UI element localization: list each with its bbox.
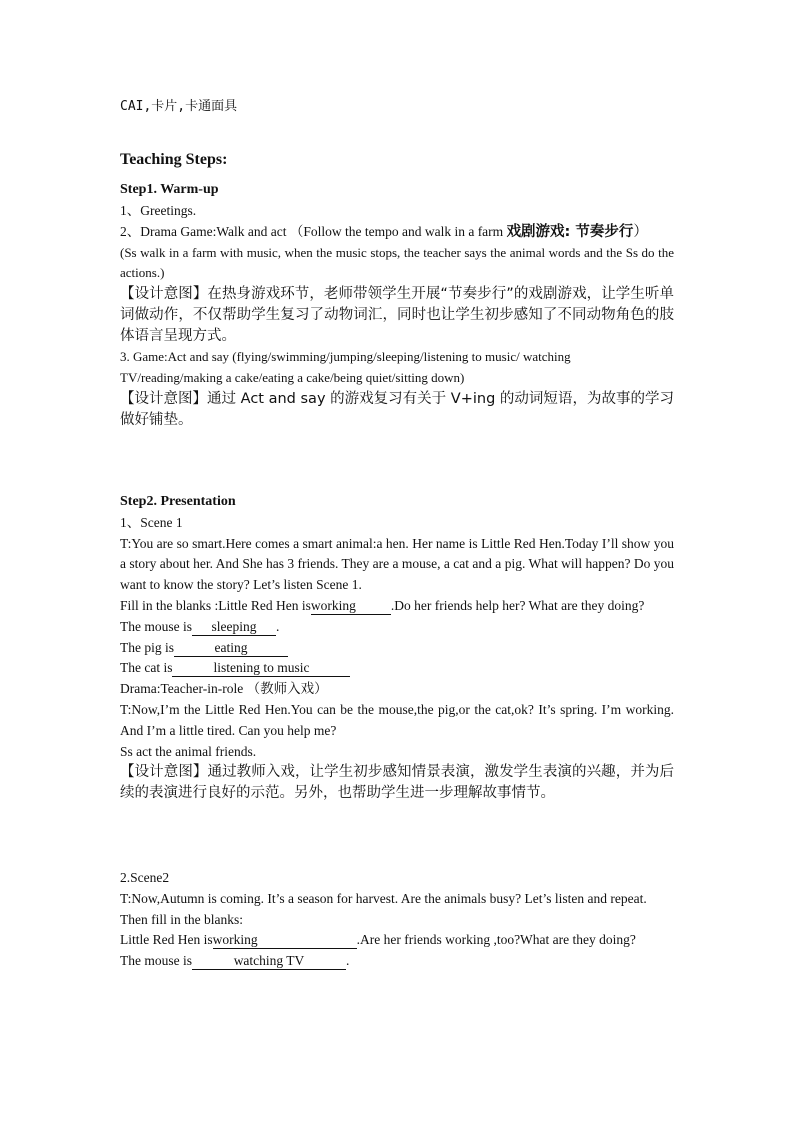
scene2-mouse-line xyxy=(120,951,674,972)
scene1-cat-line xyxy=(120,658,674,679)
teaching-steps-heading: Teaching Steps: xyxy=(120,151,228,168)
fill-prefix: Little Red Hen is xyxy=(120,932,213,948)
step2-section xyxy=(120,492,674,804)
scene1-drama-line: Drama:Teacher-in-role （教师入戏） xyxy=(120,681,328,697)
mouse-suffix: . xyxy=(276,618,280,634)
blank-working: working xyxy=(213,932,357,949)
mouse-prefix: The mouse is xyxy=(120,618,192,634)
blank-watching-tv: watching TV xyxy=(192,953,346,970)
materials-line: CAI,卡片,卡通面具 xyxy=(120,99,238,114)
step1-item-act-and-say: 3. Game:Act and say (flying/swimming/jumping/sleeping/listening to music/ watching TV/reading/making a cake/eating a cake/being quiet/sitting down) xyxy=(120,349,571,385)
drama-game-text: 2、Drama Game:Walk and act （Follow the tempo and walk in a farm xyxy=(120,223,507,239)
scene1-label: 1、Scene 1 xyxy=(120,514,183,530)
pig-prefix: The pig is xyxy=(120,639,174,655)
scene1-fill-line xyxy=(120,596,674,617)
scene2-section xyxy=(120,868,674,972)
fill-suffix: .Do her friends help her? What are they doing? xyxy=(390,597,645,613)
scene1-paragraph: T:You are so smart.Here comes a smart animal:a hen. Her name is Little Red Hen.Today I’ll show you a story about her. And She has 3 friends. They are a mouse, a cat and a pig. What will happen? Do you want to know the story? Let’s listen Scene 1. xyxy=(120,535,674,593)
fill-prefix: Fill in the blanks :Little Red Hen is xyxy=(120,597,311,613)
scene1-pig-line xyxy=(120,638,674,659)
mouse-suffix: . xyxy=(346,953,350,969)
drama-game-chinese: 戏剧游戏: 节奏步行 xyxy=(506,223,634,240)
scene2-fill-line xyxy=(120,930,674,951)
blank-working: working xyxy=(311,598,391,615)
scene1-mouse-line xyxy=(120,617,674,638)
blank-listening: listening to music xyxy=(172,660,350,677)
fill-suffix: .Are her friends working ,too?What are they doing? xyxy=(356,932,636,948)
step2-title: Step2. Presentation xyxy=(120,494,236,509)
blank-sleeping: sleeping xyxy=(192,619,276,636)
blank-eating: eating xyxy=(174,640,288,657)
drama-game-end: ） xyxy=(633,223,648,240)
scene1-intent: 【设计意图】通过教师入戏，让学生初步感知情景表演，激发学生表演的兴趣，并为后续的表演进行良好的示范。另外，也帮助学生进一步理解故事情节。 xyxy=(120,764,674,802)
step1-item-greetings: 1、Greetings. xyxy=(120,202,197,218)
step1-intent-1: 【设计意图】在热身游戏环节，老师带领学生开展“节奏步行”的戏剧游戏，让学生听单词做动作，不仅帮助学生复习了动物词汇，同时也让学生初步感知了不同动物角色的肢体语言呈现方式。 xyxy=(120,286,674,345)
step1-title: Step1. Warm-up xyxy=(120,182,219,197)
scene2-then-line: Then fill in the blanks: xyxy=(120,911,243,927)
scene1-act-line: Ss act the animal friends. xyxy=(120,743,257,759)
scene2-paragraph: T:Now,Autumn is coming. It’s a season for harvest. Are the animals busy? Let’s listen and repeat. xyxy=(120,890,647,906)
drama-game-note: (Ss walk in a farm with music, when the music stops, the teacher says the animal words and the Ss do the actions.) xyxy=(120,244,674,281)
mouse-prefix: The mouse is xyxy=(120,953,192,969)
scene1-teacher-line: T:Now,I’m the Little Red Hen.You can be the mouse,the pig,or the cat,ok? It’s spring. I’m working. And I’m a little tired. Can you help me? xyxy=(120,701,674,738)
scene2-label: 2.Scene2 xyxy=(120,870,170,885)
step1-item-drama-game xyxy=(120,222,674,243)
step1-section xyxy=(120,180,674,431)
cat-prefix: The cat is xyxy=(120,660,173,676)
step1-intent-2: 【设计意图】通过 Act and say 的游戏复习有关于 V+ing 的动词短语，为故事的学习做好铺垫。 xyxy=(120,390,674,428)
